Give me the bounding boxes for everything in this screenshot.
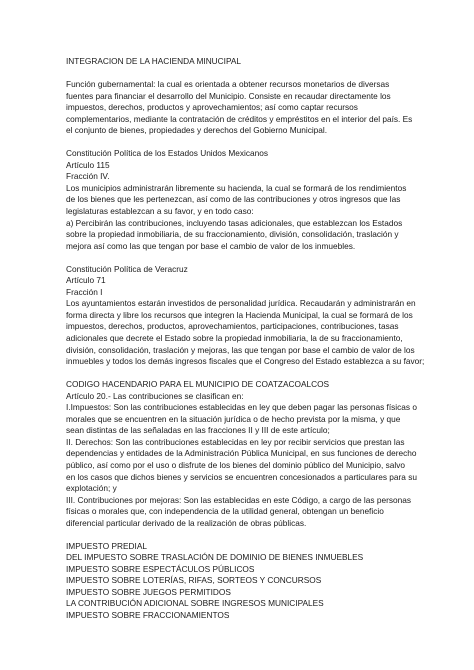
- paragraph-block: [66, 79, 434, 137]
- text-line: Función gubernamental: la cual es orientada a obtener recursos monetarios de diversas: [66, 79, 390, 90]
- text-line: LA CONTRIBUCIÓN ADICIONAL SOBRE INGRESOS MUNICIPALES: [66, 598, 324, 609]
- text-line: DEL IMPUESTO SOBRE TRASLACIÓN DE DOMINIO DE BIENES INMUEBLES: [66, 552, 364, 563]
- text-line: Fracción IV.: [66, 171, 110, 182]
- text-line: sean distintas de las señaladas en las fracciones II y III de este artículo;: [66, 425, 330, 436]
- text-line: IMPUESTO SOBRE LOTERÍAS, RIFAS, SORTEOS Y CONCURSOS: [66, 575, 322, 586]
- text-line: explotación; y: [66, 483, 117, 494]
- text-line: CODIGO HACENDARIO PARA EL MUNICIPIO DE COATZACOALCOS: [66, 379, 330, 390]
- text-line: dependencias y entidades de la Administración Pública Municipal, en sus funciones de derecho: [66, 448, 417, 459]
- text-line: morales que se encuentren en la situación jurídica o de hecho prevista por la misma, y que: [66, 413, 401, 424]
- text-line: Artículo 71: [66, 275, 106, 286]
- text-line: público, así como por el uso o disfrute de los bienes del dominio público del Municipio, salvo: [66, 459, 405, 470]
- paragraph-block: [66, 264, 434, 368]
- text-line: Constitución Política de los Estados Unidos Mexicanos: [66, 148, 268, 159]
- paragraph-block: [66, 541, 434, 622]
- text-line: división, consolidación, traslación y mejoras, las que tengan por base el cambio de valor de los: [66, 344, 415, 355]
- text-line: impuestos, derechos, productos, aprovechamientos, participaciones, contribuciones, tasas: [66, 321, 399, 332]
- text-line: legislaturas establezcan a su favor, y en todo caso:: [66, 206, 254, 217]
- document-title: INTEGRACION DE LA HACIENDA MINUCIPAL: [66, 56, 242, 66]
- text-line: diferencial particular derivado de la realización de obras públicas.: [66, 517, 307, 528]
- text-line: de los bienes que les pertenezcan, así como de las contribuciones y otros ingresos que las: [66, 194, 401, 205]
- document-body: [66, 79, 434, 622]
- text-line: físicas o morales que, con independencia de la utilidad general, obtengan un beneficio: [66, 506, 384, 517]
- text-line: Los municipios administrarán libremente su hacienda, la cual se formará de los rendimientos: [66, 182, 407, 193]
- text-line: Constitución Política de Veracruz: [66, 263, 188, 274]
- text-line: a) Percibirán las contribuciones, incluyendo tasas adicionales, que establezcan los Estados: [66, 217, 403, 228]
- text-line: IMPUESTO SOBRE JUEGOS PERMITIDOS: [66, 586, 231, 597]
- text-line: Artículo 115: [66, 159, 110, 170]
- text-line: complementarios, mediante la contratación de créditos y empréstitos en el interior del país. Es: [66, 113, 413, 124]
- text-line: II. Derechos: Son las contribuciones establecidas en ley por recibir servicios que prestan las: [66, 436, 405, 447]
- text-line: IMPUESTO SOBRE FRACCIONAMIENTOS: [66, 610, 230, 621]
- paragraph-block: [66, 379, 434, 529]
- text-line: forma directa y libre los recursos que integren la Hacienda Municipal, la cual se formará de los: [66, 309, 413, 320]
- text-line: impuestos, derechos, productos y aprovechamientos; así como captar recursos: [66, 102, 358, 113]
- text-line: IMPUESTO PREDIAL: [66, 540, 147, 551]
- text-line: el conjunto de bienes, propiedades y derechos del Gobierno Municipal.: [66, 125, 328, 136]
- text-line: Artículo 20.- Las contribuciones se clasifican en:: [66, 390, 244, 401]
- paragraph-block: [66, 148, 434, 252]
- text-line: IMPUESTO SOBRE ESPECTÁCULOS PÚBLICOS: [66, 563, 255, 574]
- text-line: en los casos que dichos bienes y servicios se encuentren concesionados a particulares para su: [66, 471, 417, 482]
- text-line: inmuebles y todos los demás ingresos fiscales que el Congreso del Estado establezca a su favor;: [66, 356, 425, 367]
- text-line: Los ayuntamientos estarán investidos de personalidad jurídica. Recaudarán y administrarán en: [66, 298, 416, 309]
- text-line: III. Contribuciones por mejoras: Son las establecidas en este Código, a cargo de las personas: [66, 494, 411, 505]
- text-line: Fracción I: [66, 286, 103, 297]
- text-line: mejora así como las que tengan por base el cambio de valor de los inmuebles.: [66, 240, 356, 251]
- text-line: fuentes para financiar el desarrollo del Municipio. Consiste en recaudar directamente los: [66, 90, 391, 101]
- text-line: sobre la propiedad inmobiliaria, de su fraccionamiento, división, consolidación, traslación y: [66, 229, 399, 240]
- text-line: I.Impuestos: Son las contribuciones establecidas en ley que deben pagar las personas físicas o: [66, 402, 417, 413]
- text-line: adicionales que decrete el Estado sobre la propiedad inmobiliaria, la de su fraccionamiento,: [66, 332, 403, 343]
